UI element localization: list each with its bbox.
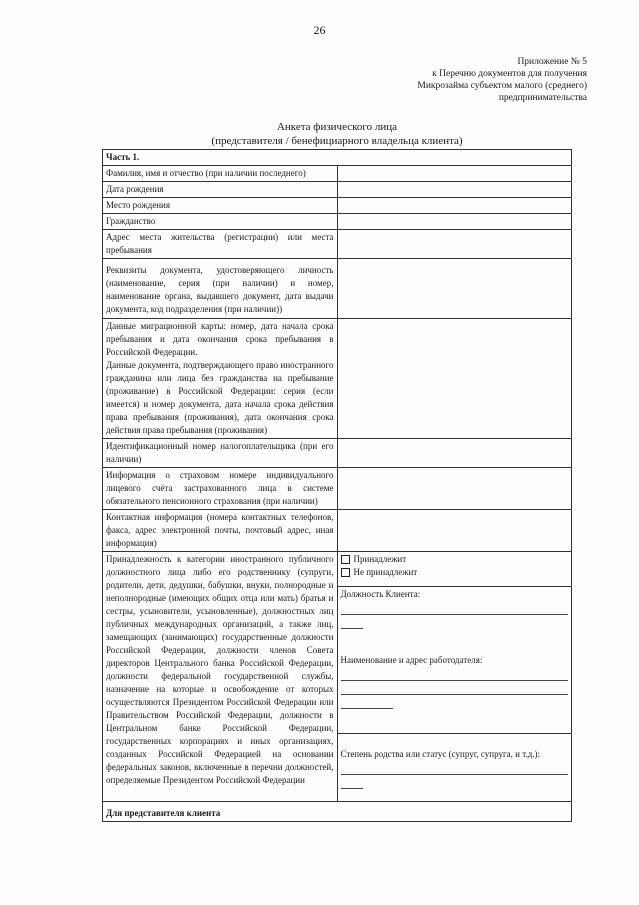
table-row [103, 230, 572, 259]
pep-employer-label: Наименование и адрес работодателя: [340, 654, 483, 665]
pep-belongs-option[interactable] [341, 553, 569, 566]
label-birth-date: Дата рождения [103, 182, 338, 198]
field-contacts[interactable] [337, 510, 572, 552]
table-row [103, 166, 572, 182]
label-snils: Информация о страховом номере индивидуального лицевого счёта застрахованного лица в системе обязательного пенсионного страхования (при наличии) [103, 468, 338, 510]
table-row [103, 802, 572, 822]
label-contacts: Контактная информация (номера контактных телефонов, факса, адрес электронной почты, почтовый адрес, иная информация) [103, 510, 338, 552]
field-migration-data[interactable] [337, 319, 572, 439]
label-citizenship: Гражданство [103, 214, 338, 230]
employer-input-line[interactable] [341, 669, 569, 681]
questionnaire-table [102, 149, 572, 822]
annex-line: Приложение № 5 [517, 57, 587, 67]
field-birth-place[interactable] [337, 198, 572, 214]
checkbox-icon[interactable] [341, 555, 350, 564]
label-fio: Фамилия, имя и отчество (при наличии последнего) [103, 166, 338, 182]
field-birth-date[interactable] [337, 182, 572, 198]
table-row [103, 468, 572, 510]
field-address[interactable] [337, 230, 572, 259]
pep-not-belongs-option[interactable] [341, 566, 569, 579]
label-inn: Идентификационный номер налогоплательщика (при его наличии) [103, 439, 338, 468]
field-inn[interactable] [337, 439, 572, 468]
label-pep [103, 552, 338, 802]
label-address: Адрес места жительства (регистрации) или места пребывания [103, 230, 338, 259]
label-birth-place: Место рождения [103, 198, 338, 214]
pep-position-cell [337, 586, 572, 734]
table-row [103, 182, 572, 198]
table-row [103, 198, 572, 214]
position-input-line[interactable] [341, 617, 363, 629]
page-number: 26 [313, 23, 326, 37]
position-input-line[interactable] [341, 603, 569, 615]
relation-input-line[interactable] [341, 763, 569, 775]
employer-input-line[interactable] [341, 683, 569, 695]
part1-header: Часть 1. [103, 150, 572, 166]
representative-header: Для представителя клиента [103, 802, 572, 822]
pep-text: Принадлежность к категории иностранного публичного должностного лица либо его родственнику (супруги, родители, дети, дедушки, бабушки, внуки, полнородные и неполнородные (имеющих общих отца или мать) братья и сестры, усыновители, усыновленные), должностных лиц публичных международных организаций, а также лиц, замещающих (занимающих) государственные должности Российской Федерации, должности членов Совета директоров Центрального банка Российской Федерации, должности федеральной государственной службы, назначение на которые и освобождение от которых осуществляются Президентом Российской Федерации или Правительством Российской Федерации, должности в Центральном банке Российской Федерации, государственных корпорациях и иных организациях, созданных Российской Федерацией на основании федеральных законов, включенные в перечни должностей, определяемые Президентом Российской Федерации [106, 554, 334, 785]
residence-document-text: Данные документа, подтверждающего право иностранного гражданина или лица без гражданства на пребывание (проживание) в Российской Федерации: серия (если имеется) и номер документа, дата начала срока действия права пребывания (проживания), дата окончания срока действия права пребывания (проживания) [106, 360, 334, 435]
id-document-text: Реквизиты документа, удостоверяющего личность (наименование, серия (при наличии) и номер, наименование органа, выдавшего документ, дата выдачи документа, код подразделения (при наличии)) [106, 265, 334, 314]
pep-checkbox-cell [337, 552, 572, 587]
form-title-line: Анкета физического лица [276, 121, 398, 133]
table-row [103, 259, 572, 319]
annex-line: Микрозайма субъектом малого (среднего) [417, 81, 587, 91]
field-id-document[interactable] [337, 259, 572, 319]
field-fio[interactable] [337, 166, 572, 182]
pep-relation-label: Степень родства или статус (супруг, супруга, и т.д.): [340, 749, 541, 760]
table-row [103, 552, 572, 587]
pep-belongs-label: Принадлежит [353, 554, 407, 564]
employer-input-line[interactable] [341, 697, 393, 709]
pep-position-label: Должность Клиента: [340, 588, 421, 599]
annex-line: предпринимательства [498, 93, 587, 103]
table-row [103, 439, 572, 468]
pep-not-belongs-label: Не принадлежит [353, 567, 418, 577]
table-row [103, 510, 572, 552]
form-subtitle-line: (представителя / бенефициарного владельца клиента) [211, 135, 463, 147]
relation-input-line[interactable] [341, 777, 363, 789]
field-snils[interactable] [337, 468, 572, 510]
annex-line: к Перечню документов для получения [432, 69, 587, 79]
migration-card-text: Данные миграционной карты: номер, дата начала срока пребывания и дата окончания срока пребывания в Российской Федерации. [106, 321, 334, 357]
checkbox-icon[interactable] [341, 568, 350, 577]
table-row [103, 150, 572, 166]
field-citizenship[interactable] [337, 214, 572, 230]
pep-relation-cell [337, 734, 572, 802]
table-row [103, 214, 572, 230]
form-title [102, 120, 572, 148]
label-migration-data [103, 319, 338, 439]
label-id-document [103, 259, 338, 319]
annex-header [327, 56, 587, 104]
table-row [103, 319, 572, 439]
